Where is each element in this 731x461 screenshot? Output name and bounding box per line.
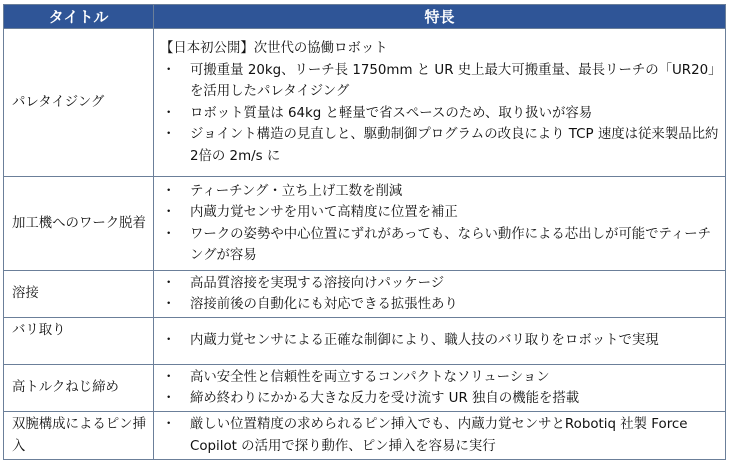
bullet-marker: ・ [162,127,176,142]
bullet-marker: ・ [162,105,176,121]
table-row [4,318,726,365]
row-features [154,365,726,412]
row-title: バリ取り [4,318,154,365]
bullet-text: ティーチング・立ち上げ工数を削減 [190,183,403,199]
row-features [154,177,726,271]
row-features [154,318,726,365]
row-features [154,271,726,318]
row-title: 加工機へのワーク脱着 [4,177,154,271]
list-item [160,103,723,125]
bullet-marker: ・ [162,417,176,432]
list-item [160,181,723,203]
table-row [4,29,726,177]
row-title: 双腕構成によるピン挿入 [4,412,154,460]
list-item [160,414,723,457]
row-features [154,29,726,177]
bullet-marker: ・ [162,369,176,385]
list-item [160,294,723,316]
bullet-marker: ・ [162,333,176,349]
bullet-text: 可搬重量 20kg、リーチ長 1750mm と UR 史上最大可搬重量、最長リーチの「UR20」を活用したパレタイジング [190,62,722,99]
row-title: 高トルクねじ締め [4,365,154,412]
bullet-marker: ・ [162,62,176,78]
bullet-text: 厳しい位置精度の求められるピン挿入でも、内蔵力覚センサとRobotiq 社製 Force Copilot の活用で探り動作、ピン挿入を容易に実行 [190,417,688,454]
list-item [160,330,723,352]
list-item [160,224,723,267]
header-features: 特長 [154,5,726,29]
bullet-text: ロボット質量は 64kg と軽量で省スペースのため、取り扱いが容易 [190,105,593,121]
bullet-marker: ・ [162,391,176,406]
bullet-text: 高品質溶接を実現する溶接向けパッケージ [190,275,445,291]
bullet-text: 高い安全性と信頼性を両立するコンパクトなソリューション [190,369,550,385]
bullet-text: ワークの姿勢や中心位置にずれがあっても、ならい動作による芯出しが可能でティーチングが容易 [190,226,712,263]
table-row [4,412,726,460]
list-item [160,202,723,224]
table-row [4,177,726,271]
bullet-text: 内蔵力覚センサによる正確な制御により、職人技のバリ取りをロボットで実現 [190,333,659,349]
bullet-text: 内蔵力覚センサを用いて高精度に位置を補正 [190,205,458,220]
bullet-marker: ・ [162,275,176,291]
bullet-marker: ・ [162,297,176,312]
list-item [160,124,723,167]
header-row [4,5,726,29]
bullet-text: 締め終わりにかかる大きな反力を受け流す UR 独自の機能を搭載 [190,391,580,406]
list-item [160,388,723,410]
table-row [4,365,726,412]
row-title: 溶接 [4,271,154,318]
bullet-marker: ・ [162,205,176,220]
list-item [160,367,723,389]
bullet-text: ジョイント構造の見直しと、駆動制御プログラムの改良により TCP 速度は従来製品比約2倍の 2m/s に [190,127,719,164]
row-features [154,412,726,460]
list-item [160,273,723,295]
feature-table [3,4,726,460]
bullet-marker: ・ [162,226,176,242]
table-row [4,271,726,318]
header-title: タイトル [4,5,154,29]
row-title: パレタイジング [4,29,154,177]
bullet-marker: ・ [162,183,176,199]
list-item [160,60,723,103]
row-intro: 【日本初公開】次世代の協働ロボット [160,41,388,56]
bullet-text: 溶接前後の自動化にも対応できる拡張性あり [190,297,458,312]
